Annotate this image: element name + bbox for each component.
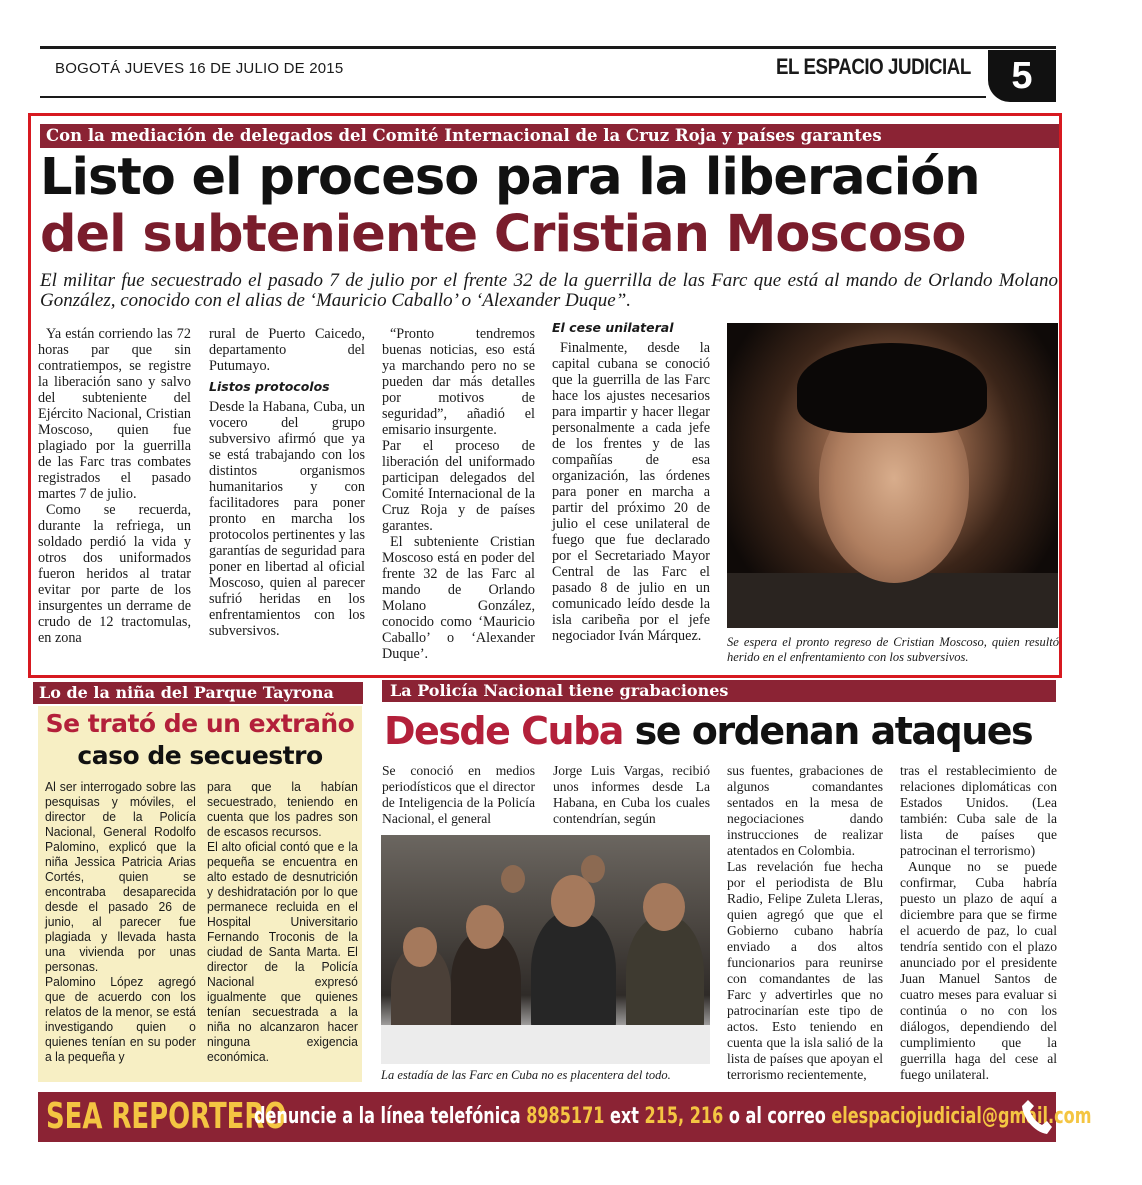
main-article-column-2 bbox=[209, 326, 365, 639]
left-headline-line1: Se trató de un extraño bbox=[45, 709, 355, 738]
main-article-deck: El militar fue secuestrado el pasado 7 de julio por el frente 32 de la guerrilla de las Farc que está al mando de Orlando Molano González, conocido con el alias de ‘Mauricio Caballo’ o ‘Alexander Duque”. bbox=[40, 270, 1058, 311]
left-article-column-1 bbox=[45, 779, 196, 1064]
photo-cristian-moscoso bbox=[727, 323, 1058, 628]
main-headline-line1: Listo el proceso para la liberación bbox=[40, 148, 980, 207]
right-article-kicker: La Policía Nacional tiene grabaciones bbox=[382, 680, 1056, 702]
footer-phone: 8985171 bbox=[526, 1104, 605, 1129]
left-article-kicker: Lo de la niña del Parque Tayrona bbox=[33, 682, 363, 704]
photo-farc-negotiators bbox=[381, 835, 710, 1064]
footer-ext: 215, 216 bbox=[644, 1104, 724, 1129]
photo-caption-moscoso: Se espera el pronto regreso de Cristian Moscoso, quien resultó herido en el enfrentamiento con los subversivos. bbox=[727, 635, 1059, 664]
right-article-column-2 bbox=[553, 763, 710, 827]
paragraph: sus fuentes, grabaciones de algunos comandantes sentados en la mesa de negociaciones dando instrucciones de realizar atentados en Colombia. bbox=[727, 763, 883, 858]
phone-icon bbox=[1018, 1096, 1054, 1138]
footer-text-a: denuncie a la línea telefónica bbox=[254, 1104, 527, 1129]
photo-caption-farc: La estadía de las Farc en Cuba no es placentera del todo. bbox=[381, 1068, 671, 1082]
footer-contact-text bbox=[254, 1101, 1091, 1133]
main-headline-line2: del subteniente Cristian Moscoso bbox=[40, 205, 966, 264]
dateline: BOGOTÁ JUEVES 16 DE JULIO DE 2015 bbox=[55, 60, 344, 77]
right-article-column-3 bbox=[727, 763, 883, 1083]
paragraph: Ya están corriendo las 72 horas par que sin contratiempos, se registre la liberación sano y salvo del subteniente del Ejército Nacional, Cristian Moscoso, quien fue plagiado por la guerrilla de las Farc tras combates registrados el pasado martes 7 de julio. bbox=[38, 326, 191, 502]
left-article-column-2 bbox=[207, 779, 358, 1064]
paragraph: Desde la Habana, Cuba, un vocero del grupo subversivo afirmó que ya se está trabajando con los distintos organismos humanitarios y con facilitadores para poner pronto en marcha los protocolos pertinentes y las garantías de seguridad para poner en libertad al oficial Moscoso, quien al parecer sufrió heridas en los enfrentamientos con los subversivos. bbox=[209, 399, 365, 639]
paragraph: Se conoció en medios periodísticos que el director de Inteligencia de la Policía Nacional, el general bbox=[382, 763, 535, 826]
section-name: EL ESPACIO JUDICIAL bbox=[776, 54, 971, 79]
paragraph: Aunque no se puede confirmar, Cuba habría puesto un plazo de aquí a diciembre para que se firme el acuerdo de paz, lo cual tendría sentido con el plazo anunciado por el presidente Juan Manuel Santos de cuatro meses para evaluar si continúa o no con los diálogos, dependiendo del cumplimiento que la guerrilla haga del cese al fuego unilateral. bbox=[900, 859, 1057, 1082]
subhead-listos-protocolos: Listos protocolos bbox=[209, 379, 330, 394]
paragraph: El alto oficial contó que e la pequeña se encuentra en alto estado de desnutrición y deshidratación por lo que permanece recluida en el Hospital Universitario Fernando Troconis de la ciudad de Santa Marta. El director de la Policía Nacional expresó igualmente que quienes tenían secuestrada a la niña no alcanzaron hacer ninguna exigencia económica. bbox=[207, 839, 358, 1064]
paragraph: Como se recuerda, durante la refriega, un soldado perdió la vida y otros dos uniformados fueron heridos al tratar evitar por parte de los insurgentes un derrame de crudo de 12 tractomulas, en zona bbox=[38, 502, 191, 646]
right-headline-red: Desde Cuba bbox=[384, 709, 623, 753]
right-article-column-1 bbox=[382, 763, 535, 827]
page-number: 5 bbox=[988, 50, 1056, 102]
footer-text-c: o al correo bbox=[723, 1104, 832, 1129]
paragraph: tras el restablecimiento de relaciones diplomáticas con Estados Unidos. (Lea también: Cuba sale de la lista de países que patrocinan el terrorismo) bbox=[900, 763, 1057, 858]
main-article-column-3 bbox=[382, 326, 535, 662]
left-headline-line2: caso de secuestro bbox=[77, 741, 323, 770]
footer-text-b: ext bbox=[604, 1104, 645, 1129]
paragraph: Palomino López agregó que de acuerdo con los relatos de la menor, se está investigando quien o quienes tenían en su poder a la pequeña y bbox=[45, 974, 196, 1064]
paragraph: Jorge Luis Vargas, recibió unos informes desde La Habana, en Cuba los cuales contendrían, según bbox=[553, 763, 710, 826]
right-headline-black: se ordenan ataques bbox=[622, 709, 1033, 753]
main-article-column-1 bbox=[38, 326, 191, 646]
paragraph: El subteniente Cristian Moscoso está en poder del frente 32 de las Farc al mando de Orlando Molano González, conocido como ‘Mauricio Caballo’ o ‘Alexander Duque’. bbox=[382, 534, 535, 662]
footer-sea-reportero: SEA REPORTERO bbox=[46, 1096, 287, 1137]
footer-email: elespaciojudicial@gmail.com bbox=[831, 1104, 1092, 1129]
right-article-column-4 bbox=[900, 763, 1057, 1083]
header-top-rule bbox=[40, 46, 1056, 49]
right-headline bbox=[384, 704, 1032, 758]
paragraph: rural de Puerto Caicedo, departamento del Putumayo. bbox=[209, 326, 365, 374]
header-bottom-rule bbox=[40, 96, 986, 98]
paragraph: Al ser interrogado sobre las pesquisas y móviles, el director de la Policía Nacional, General Rodolfo Palomino, explicó que la niña Jessica Patricia Arias Cortés, quien se encontraba desaparecida desde el pasado 26 de junio, al parecer fue plagiada y llevada hasta una vivienda por unas personas. bbox=[45, 779, 196, 974]
paragraph: para que la habían secuestrado, teniendo en cuenta que los padres son de escasos recursos. bbox=[207, 779, 358, 839]
paragraph: Las revelación fue hecha por el periodista de Blu Radio, Felipe Zuleta Lleras, quien agregó que que el Gobierno cubano habría enviado a dos altos funcionarios para reunirse con comandantes de las Farc y advertirles que no patrocinarían este tipo de actos. Esto teniendo en cuenta que la isla salió de la lista de países que apoyan el terrorismo recientemente, bbox=[727, 859, 883, 1082]
paragraph: Finalmente, desde la capital cubana se conoció que la guerrilla de las Farc hace los ajustes necesarios para impartir y hacer llegar personalmente a cada jefe de los frentes y de las compañías de esa organización, las órdenes para poner en marcha a partir del próximo 20 de julio el cese unilateral de fuego que fue declarado por el Secretariado Mayor Central de las Farc el pasado 8 de julio en un comunicado leído desde la isla caribeña por el jefe negociador Iván Márquez. bbox=[552, 340, 710, 644]
subhead-cese-unilateral: El cese unilateral bbox=[552, 320, 674, 335]
main-article-column-4 bbox=[552, 320, 710, 644]
paragraph: Par el proceso de liberación del uniformado participan delegados del Comité Internacional de la Cruz Roja y de países garantes. bbox=[382, 438, 535, 534]
paragraph: “Pronto tendremos buenas noticias, eso está ya marchando pero no se pueden dar más detalles por motivos de seguridad”, añadió el emisario insurgente. bbox=[382, 326, 535, 438]
main-article-kicker: Con la mediación de delegados del Comité Internacional de la Cruz Roja y países garantes bbox=[40, 124, 1059, 148]
